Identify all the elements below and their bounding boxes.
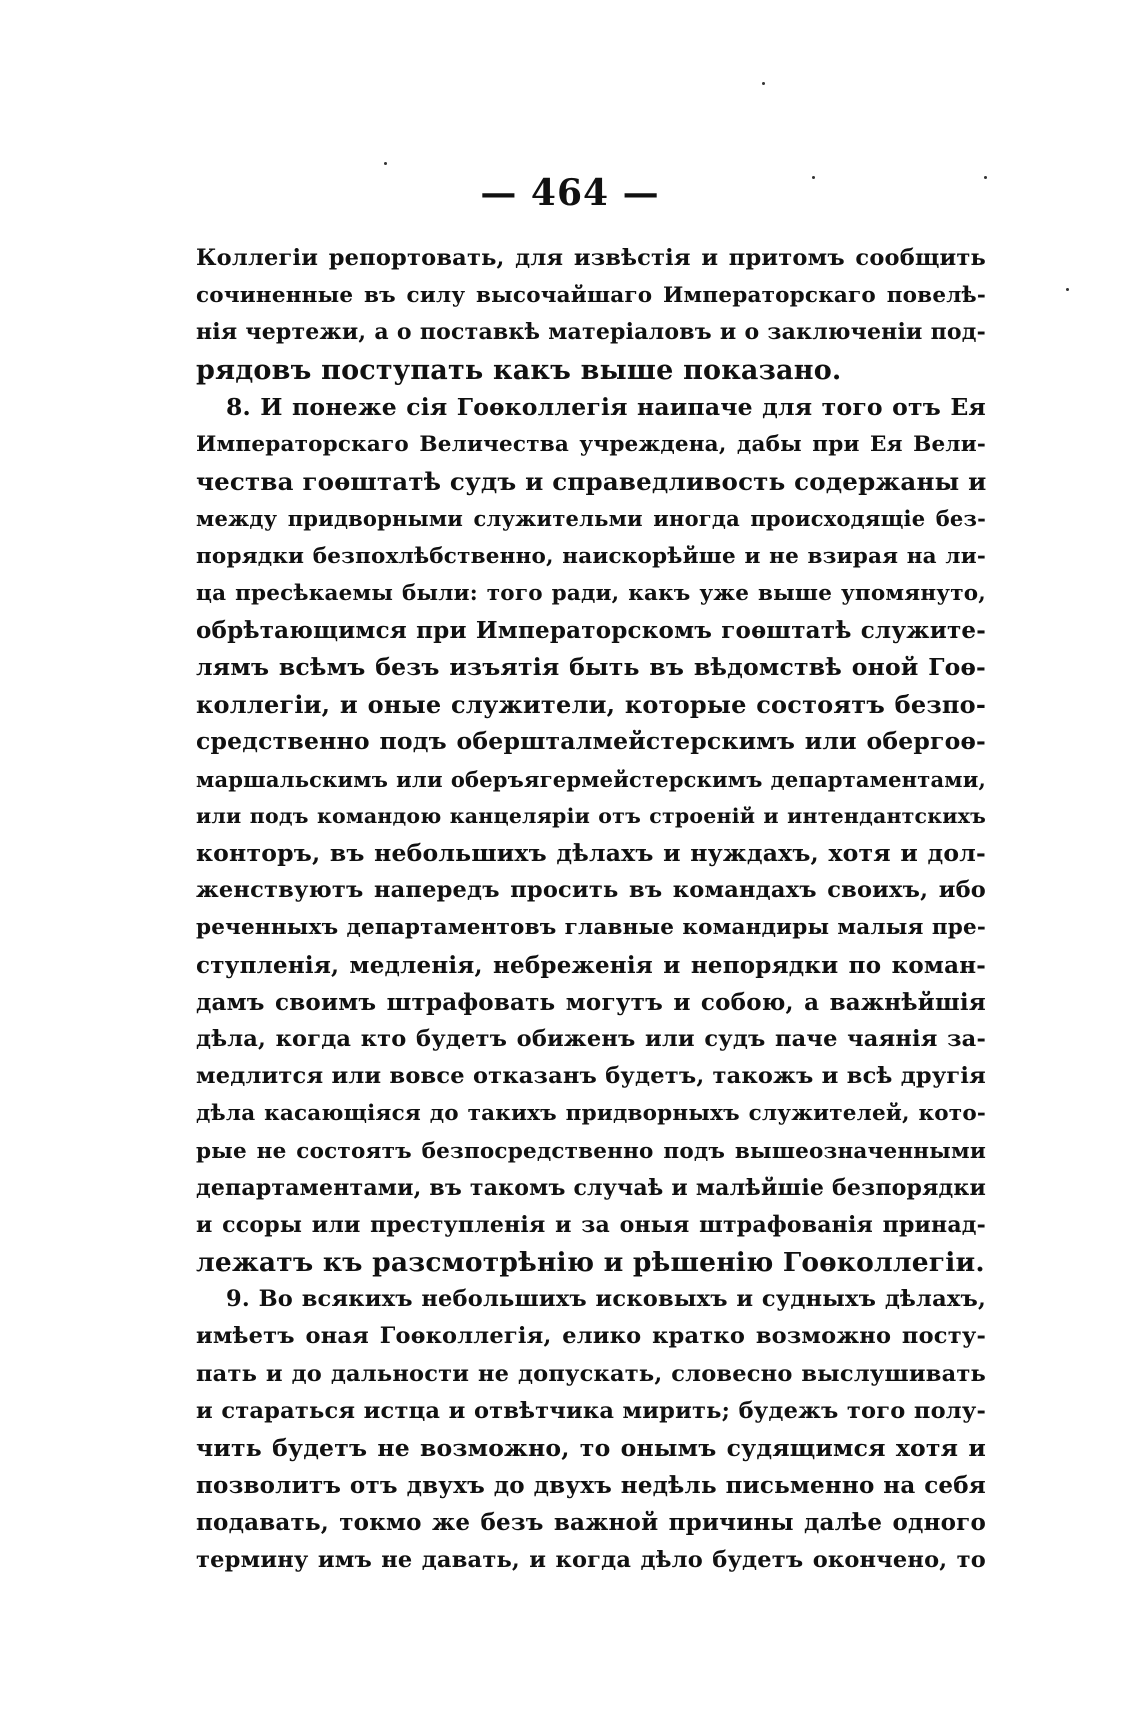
- body-text: [196, 240, 986, 1579]
- text-line: реченныхъ департаментовъ главные командиры малыя пре-: [196, 915, 986, 941]
- text-line: или подъ командою канцеляріи отъ строеній и интендантскихъ: [196, 803, 986, 828]
- text-line: рые не состоятъ безпосредственно подъ вышеозначенными: [196, 1138, 986, 1164]
- text-line: Императорскаго Величества учреждена, дабы при Ея Вели-: [196, 431, 986, 457]
- print-speck: [384, 162, 387, 165]
- text-line: конторъ, въ небольшихъ дѣлахъ и нуждахъ, хотя и дол-: [196, 839, 986, 867]
- text-line: подавать, токмо же безъ важной причины далѣе одного: [196, 1509, 986, 1537]
- text-line: департаментами, въ такомъ случаѣ и малѣйшіе безпорядки: [196, 1174, 986, 1201]
- text-line: сочиненные въ силу высочайшаго Императорскаго повелѣ-: [196, 283, 986, 309]
- text-line: позволитъ отъ двухъ до двухъ недѣль письменно на себя: [196, 1472, 986, 1500]
- text-line: порядки безпохлѣбственно, наискорѣйше и не взирая на ли-: [196, 543, 986, 569]
- print-speck: [762, 82, 765, 85]
- text-line: чества гоѳштатѣ судъ и справедливость содержаны и: [196, 467, 987, 497]
- text-line: нія чертежи, а о поставкѣ матеріаловъ и о заключеніи под-: [196, 319, 986, 346]
- text-line: имѣетъ оная Гоѳколлегія, елико кратко возможно посту-: [196, 1323, 986, 1350]
- text-line: и стараться истца и отвѣтчика мирить; будежъ того полу-: [196, 1397, 986, 1424]
- text-line: дѣла, когда кто будетъ обиженъ или судъ паче чаянія за-: [196, 1025, 986, 1052]
- text-line: между придворными служительми иногда происходящіе без-: [196, 506, 986, 532]
- text-line: ца пресѣкаемы были: того ради, какъ уже выше упомянуто,: [196, 580, 986, 606]
- text-line: лямъ всѣмъ безъ изъятія быть въ вѣдомствѣ оной Гоѳ-: [196, 653, 986, 682]
- text-line: средственно подъ обершталмейстерскимъ или обергоѳ-: [196, 727, 986, 756]
- text-line: дамъ своимъ штрафовать могутъ и собою, а важнѣйшія: [196, 988, 986, 1016]
- text-line: ступленія, медленія, небреженія и непорядки по коман-: [196, 951, 986, 979]
- text-line: чить будетъ не возможно, то онымъ судящимся хотя и: [196, 1434, 986, 1462]
- text-line: коллегіи, и оные служители, которые состоятъ безпо-: [196, 690, 986, 720]
- page-number: — 464 —: [480, 172, 660, 214]
- text-line: термину имъ не давать, и когда дѣло будетъ окончено, то: [196, 1546, 986, 1573]
- paragraph-9-start: 9. Во всякихъ небольшихъ исковыхъ и судныхъ дѣлахъ,: [226, 1286, 986, 1313]
- text-line: и ссоры или преступленія и за оныя штрафованія принад-: [196, 1211, 986, 1238]
- text-line: лежатъ къ разсмотрѣнію и рѣшенію Гоѳколлегіи.: [196, 1247, 985, 1279]
- text-line: дѣла касающіяся до такихъ придворныхъ служителей, кото-: [196, 1101, 986, 1127]
- text-line: пать и до дальности не допускать, словесно выслушивать: [196, 1360, 986, 1387]
- text-line: обрѣтающимся при Императорскомъ гоѳштатѣ служите-: [196, 616, 986, 644]
- text-line: Коллегіи репортовать, для извѣстія и притомъ сообщить: [196, 245, 986, 271]
- text-line: медлится или вовсе отказанъ будетъ, такожъ и всѣ другія: [196, 1063, 986, 1090]
- text-line: маршальскимъ или оберъягермейстерскимъ департаментами,: [196, 766, 986, 792]
- text-line: рядовъ поступать какъ выше показано.: [196, 354, 842, 386]
- text-line: женствуютъ напередъ просить въ командахъ своихъ, ибо: [196, 877, 986, 904]
- print-speck: [1066, 288, 1069, 291]
- paragraph-8-start: 8. И понеже сія Гоѳколлегія наипаче для того отъ Ея: [226, 392, 986, 421]
